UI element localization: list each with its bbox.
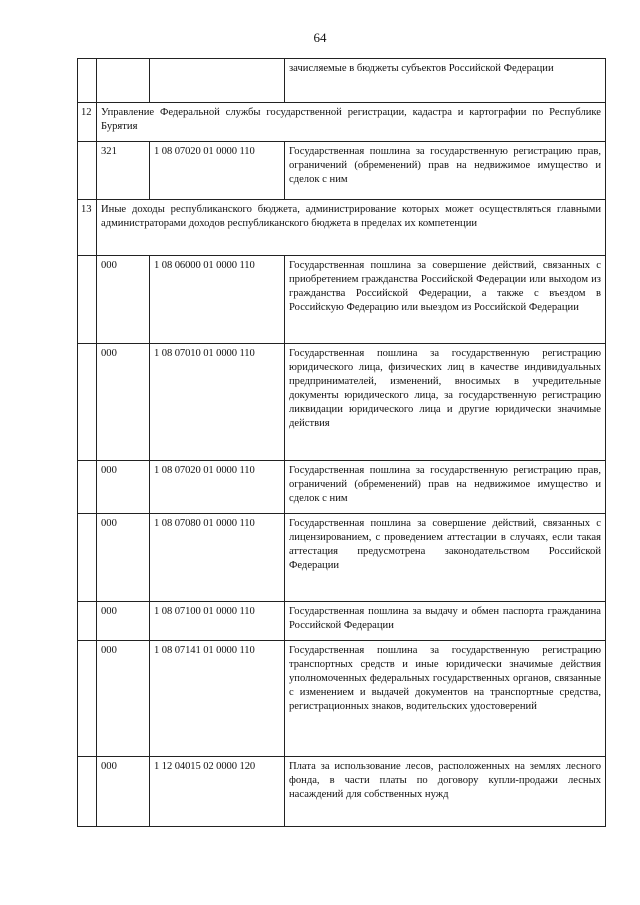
admin-code-cell: 000 xyxy=(97,256,150,344)
admin-code-cell xyxy=(97,59,150,103)
row-number-cell xyxy=(78,344,97,461)
table-row xyxy=(78,59,606,103)
revenue-admin-table xyxy=(77,58,606,827)
table-row xyxy=(78,344,606,461)
section-number: 12 xyxy=(78,103,97,142)
admin-code-cell: 000 xyxy=(97,514,150,602)
revenue-name-cell: Государственная пошлина за государственную регистрацию транспортных средств и иные юридически значимые действия уполномоченных федеральных государственных органов, связанные с изменением и выдачей документов на транспортные средства, регистрационных знаков, водительских удостоверений xyxy=(285,641,606,757)
section-header-row xyxy=(78,200,606,256)
revenue-name-cell: Государственная пошлина за государственную регистрацию прав, ограничений (обременений) прав на недвижимое имущество и сделок с ним xyxy=(285,142,606,200)
row-number-cell xyxy=(78,461,97,514)
revenue-name-cell: Государственная пошлина за совершение действий, связанных с приобретением гражданства Российской Федерации или выходом из гражданства Российской Федерации, а также с въездом в Российскую Федерацию или выездом из Российской Федерации xyxy=(285,256,606,344)
page-number: 64 xyxy=(313,30,327,45)
row-number-cell xyxy=(78,142,97,200)
table-row xyxy=(78,641,606,757)
revenue-name-cell: Государственная пошлина за совершение действий, связанных с лицензированием, с проведением аттестации в случаях, если такая аттестация предусмотрена законодательством Российской Федерации xyxy=(285,514,606,602)
revenue-code-cell: 1 08 07010 01 0000 110 xyxy=(150,344,285,461)
table-row xyxy=(78,757,606,827)
row-number-cell xyxy=(78,59,97,103)
table-row xyxy=(78,142,606,200)
admin-code-cell: 000 xyxy=(97,461,150,514)
section-title: Иные доходы республиканского бюджета, администрирование которых может осуществляться главными администраторами доходов республиканского бюджета в пределах их компетенции xyxy=(97,200,606,256)
revenue-code-cell: 1 08 07100 01 0000 110 xyxy=(150,602,285,641)
section-number: 13 xyxy=(78,200,97,256)
revenue-name-cell: Плата за использование лесов, расположенных на землях лесного фонда, в части платы по договору купли-продажи лесных насаждений для собственных нужд xyxy=(285,757,606,827)
table-row xyxy=(78,602,606,641)
revenue-name-cell: зачисляемые в бюджеты субъектов Российской Федерации xyxy=(285,59,606,103)
row-number-cell xyxy=(78,641,97,757)
row-number-cell xyxy=(78,514,97,602)
row-number-cell xyxy=(78,757,97,827)
row-number-cell xyxy=(78,256,97,344)
admin-code-cell: 000 xyxy=(97,602,150,641)
revenue-code-cell: 1 08 06000 01 0000 110 xyxy=(150,256,285,344)
revenue-code-cell: 1 08 07020 01 0000 110 xyxy=(150,142,285,200)
row-number-cell xyxy=(78,602,97,641)
revenue-code-cell: 1 12 04015 02 0000 120 xyxy=(150,757,285,827)
section-header-row xyxy=(78,103,606,142)
admin-code-cell: 000 xyxy=(97,757,150,827)
admin-code-cell: 000 xyxy=(97,641,150,757)
revenue-code-cell: 1 08 07020 01 0000 110 xyxy=(150,461,285,514)
revenue-name-cell: Государственная пошлина за выдачу и обмен паспорта гражданина Российской Федерации xyxy=(285,602,606,641)
table-row xyxy=(78,514,606,602)
revenue-code-cell: 1 08 07141 01 0000 110 xyxy=(150,641,285,757)
revenue-code-cell: 1 08 07080 01 0000 110 xyxy=(150,514,285,602)
revenue-name-cell: Государственная пошлина за государственную регистрацию прав, ограничений (обременений) прав на недвижимое имущество и сделок с ним xyxy=(285,461,606,514)
admin-code-cell: 000 xyxy=(97,344,150,461)
admin-code-cell: 321 xyxy=(97,142,150,200)
revenue-code-cell xyxy=(150,59,285,103)
section-title: Управление Федеральной службы государственной регистрации, кадастра и картографии по Республике Бурятия xyxy=(97,103,606,142)
revenue-name-cell: Государственная пошлина за государственную регистрацию юридического лица, физических лиц в качестве индивидуальных предпринимателей, изменений, вносимых в учредительные документы юридического лица, за государственную регистрацию ликвидации юридического лица и другие юридически значимые действия xyxy=(285,344,606,461)
table-row xyxy=(78,256,606,344)
table-row xyxy=(78,461,606,514)
